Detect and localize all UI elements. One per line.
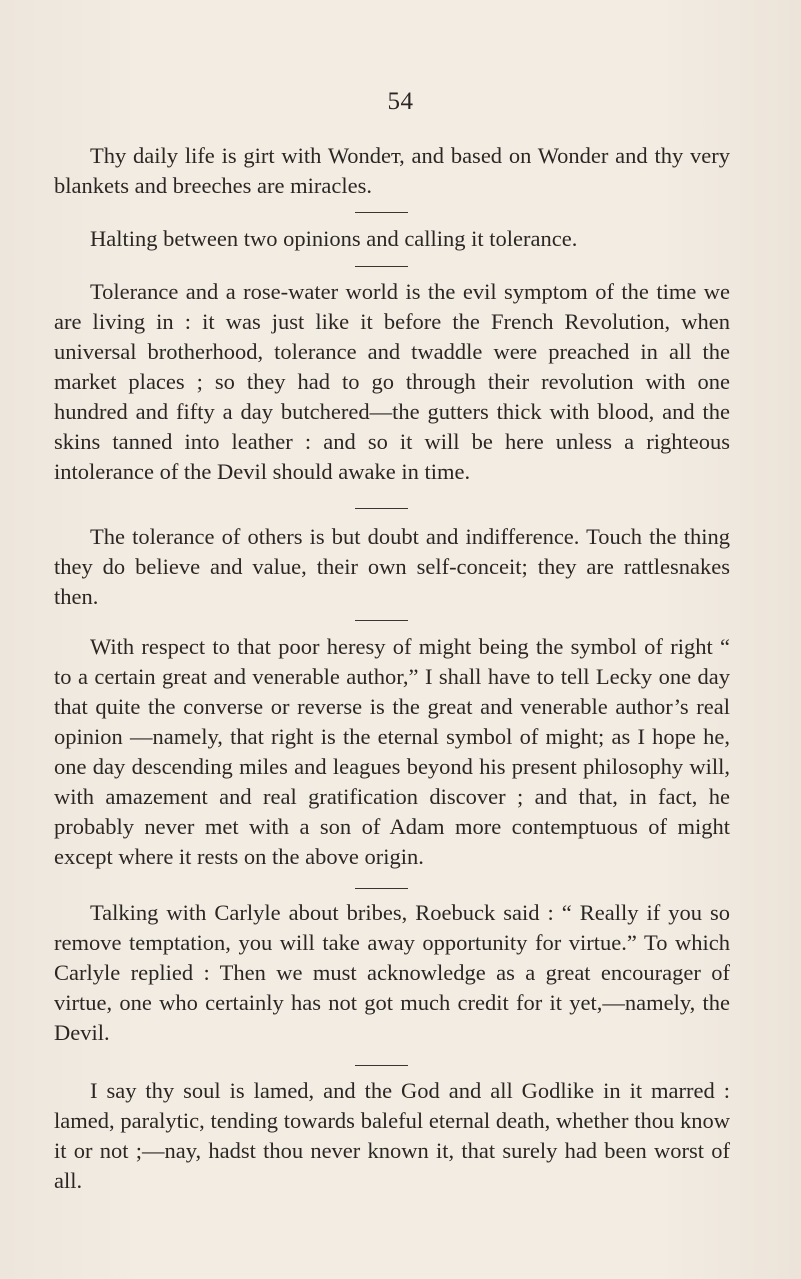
- paragraph-text: With respect to that poor heresy of might being the symbol of right “ to a certain great and venerable author,” I shall have to tell Lecky one day that quite the converse or reverse is the great and venerable author’s real opinion —namely, that right is the eternal symbol of might; as I hope he, one day descending miles and leagues beyond his present philosophy will, with amazement and real gratification discover ; and that, in fact, he probably never met with a son of Adam more contemptuous of might except where it rests on the above origin.: [54, 634, 730, 869]
- paragraph-text: Thy daily life is girt with Wondeт, and based on Wonder and thy very blankets and breeches are miracles.: [54, 143, 730, 198]
- section-divider: [355, 1065, 408, 1066]
- section-divider: [355, 266, 408, 267]
- paragraph-text: I say thy soul is lamed, and the God and all Godlike in it marred : lamed, paralytic, tending towards baleful eternal death, whether thou know it or not ;—nay, hadst thou never known it, that surely had been worst of all.: [54, 1078, 730, 1193]
- paragraph-might-and-right: [54, 632, 730, 872]
- section-divider: [355, 620, 408, 621]
- section-divider: [355, 888, 408, 889]
- paragraph-text: Halting between two opinions and calling it tolerance.: [90, 226, 578, 251]
- section-divider: [355, 508, 408, 509]
- paragraph-tolerance-of-others: [54, 522, 730, 612]
- paragraph-tolerance-rose-water: [54, 277, 730, 487]
- paragraph-wonder: [54, 141, 730, 201]
- paragraph-text: The tolerance of others is but doubt and indifference. Touch the thing they do believe and value, their own self-conceit; they are rattlesnakes then.: [54, 524, 730, 609]
- section-divider: [355, 212, 408, 213]
- paragraph-halting: [54, 224, 730, 254]
- paragraph-carlyle-roebuck: [54, 898, 730, 1048]
- paragraph-text: Tolerance and a rose-water world is the evil symptom of the time we are living in : it was just like it before the French Revolution, when universal brotherhood, tolerance and twaddle were preached in all the market places ; so they had to go through their revolution with one hundred and fifty a day butchered—the gutters thick with blood, and the skins tanned into leather : and so it will be here unless a righteous intolerance of the Devil should awake in time.: [54, 279, 730, 484]
- paragraph-text: Talking with Carlyle about bribes, Roebuck said : “ Really if you so remove temptation, you will take away opportunity for virtue.” To which Carlyle replied : Then we must acknowledge as a great encourager of virtue, one who certainly has not got much credit for it yet,—namely, the Devil.: [54, 900, 730, 1045]
- page-number: 54: [387, 88, 414, 115]
- paragraph-soul-lamed: [54, 1076, 730, 1196]
